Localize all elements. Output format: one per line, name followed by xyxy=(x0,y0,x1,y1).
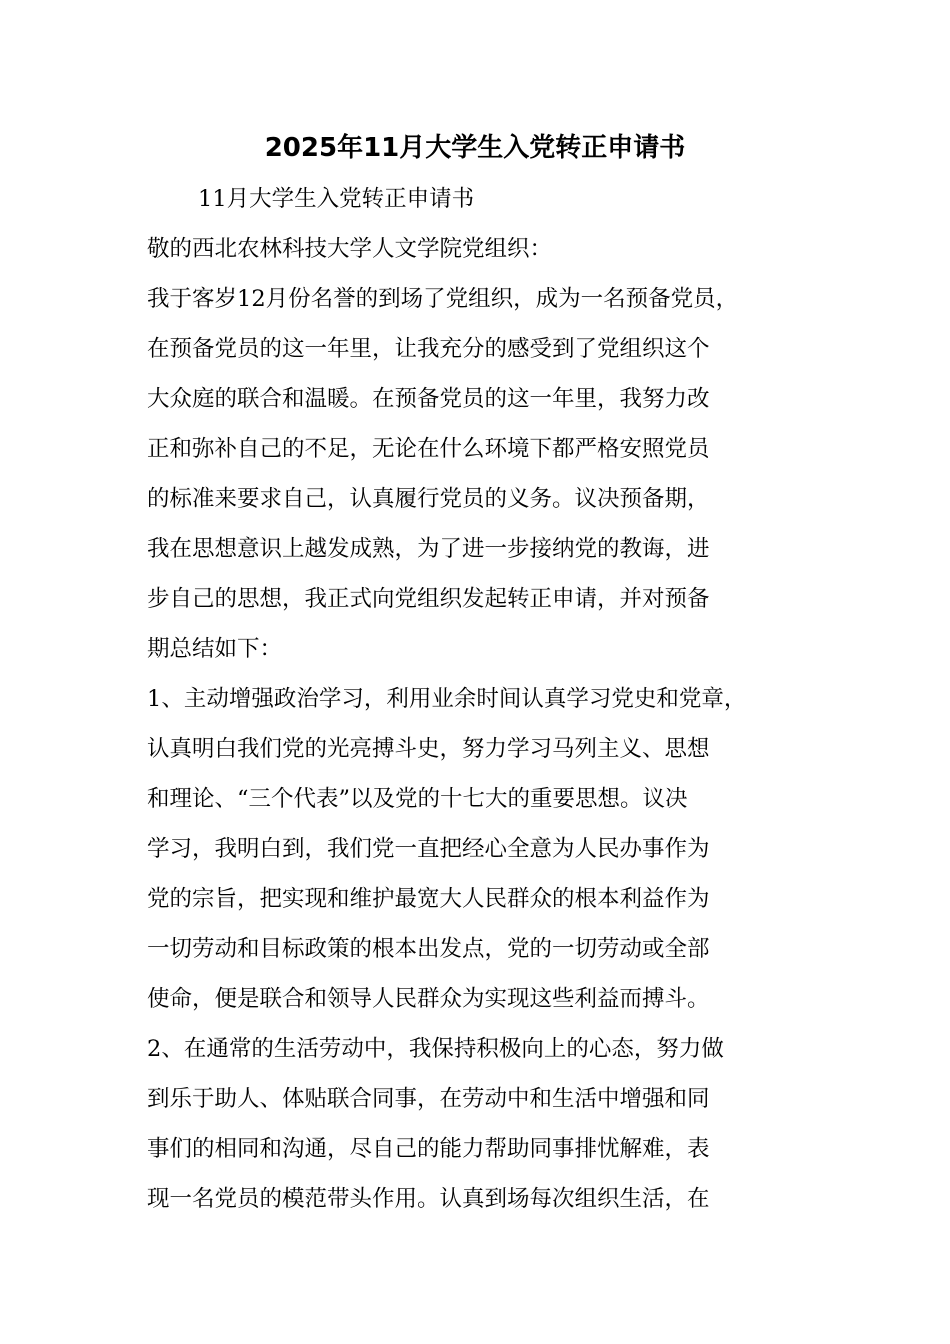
document-title: 2025年11月大学生入党转正申请书 xyxy=(264,133,686,163)
body-line: 认真明白我们党的光亮搏斗史，努力学习马列主义、思想 xyxy=(147,736,710,762)
body-line: 敬的西北农林科技大学人文学院党组织： xyxy=(147,236,553,262)
body-line: 和理论、“三个代表”以及党的十七大的重要思想。议决 xyxy=(147,786,688,812)
body-line: 学习，我明白到，我们党一直把经心全意为人民办事作为 xyxy=(147,836,710,862)
body-line: 现一名党员的模范带头作用。认真到场每次组织生活，在 xyxy=(147,1186,710,1212)
body-line: 事们的相同和沟通，尽自己的能力帮助同事排忧解难，表 xyxy=(147,1136,710,1162)
body-line: 到乐于助人、体贴联合同事，在劳动中和生活中增强和同 xyxy=(147,1086,710,1112)
body-line: 2、在通常的生活劳动中，我保持积极向上的心态，努力做 xyxy=(147,1036,724,1062)
body-line: 大众庭的联合和温暖。在预备党员的这一年里，我努力改 xyxy=(147,386,710,412)
body-line: 我于客岁12月份名誉的到场了党组织，成为一名预备党员， xyxy=(147,286,739,312)
body-line: 11月大学生入党转正申请书 xyxy=(198,186,475,212)
body-line: 使命，便是联合和领导人民群众为实现这些利益而搏斗。 xyxy=(147,986,710,1012)
body-line: 步自己的思想，我正式向党组织发起转正申请，并对预备 xyxy=(147,586,710,612)
body-line: 党的宗旨，把实现和维护最宽大人民群众的根本利益作为 xyxy=(147,886,710,912)
body-line: 期总结如下： xyxy=(147,636,283,662)
body-line: 一切劳动和目标政策的根本出发点，党的一切劳动或全部 xyxy=(147,936,710,962)
body-line: 在预备党员的这一年里，让我充分的感受到了党组织这个 xyxy=(147,336,710,362)
body-line: 1、主动增强政治学习，利用业余时间认真学习党史和党章， xyxy=(147,686,747,712)
body-line: 我在思想意识上越发成熟，为了进一步接纳党的教诲，进 xyxy=(147,536,710,562)
body-line: 的标准来要求自己，认真履行党员的义务。议决预备期， xyxy=(147,486,710,512)
body-line: 正和弥补自己的不足，无论在什么环境下都严格安照党员 xyxy=(147,436,710,462)
